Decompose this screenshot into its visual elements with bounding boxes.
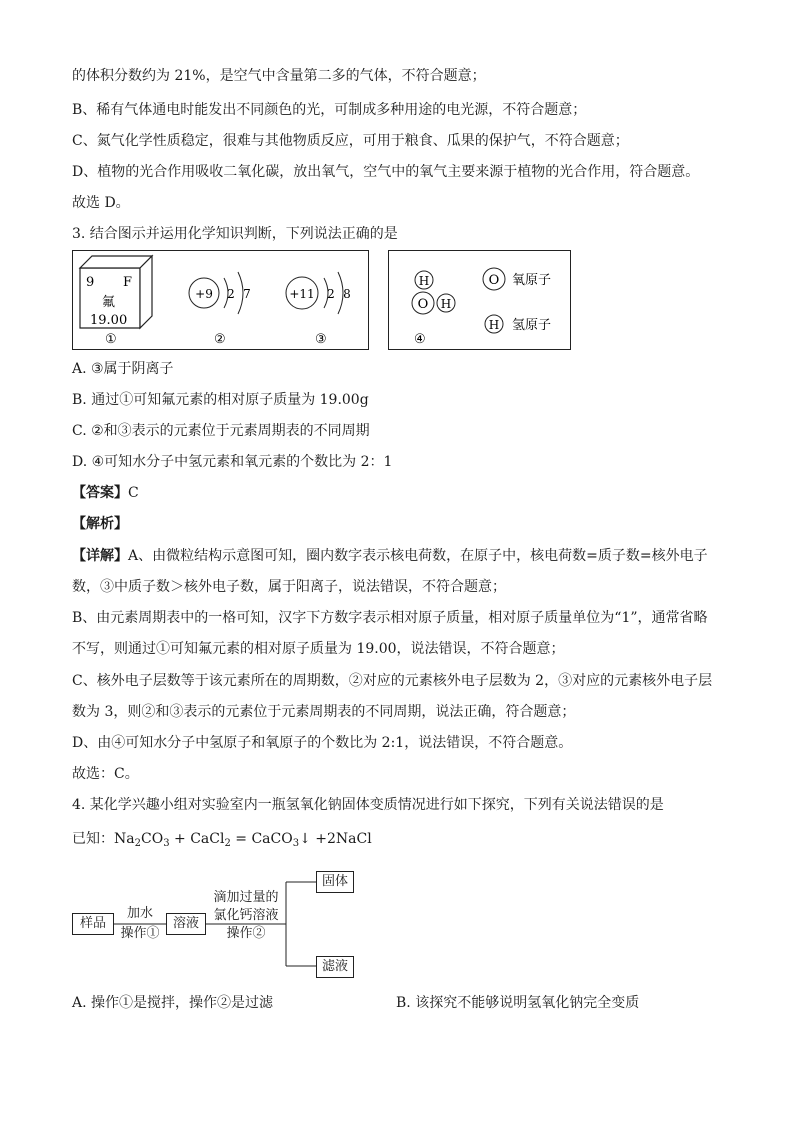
water-molecule	[412, 271, 455, 314]
question-4-stem: 4. 某化学兴趣小组对实验室内一瓶氢氧化钠固体变质情况进行如下探究，下列有关说法错误的是	[72, 797, 664, 813]
flow-diagram	[72, 868, 372, 980]
legend-o-text: 氧原子	[512, 273, 552, 288]
detail-line: B、由元素周期表中的一格可知，汉字下方数字表示相对原子质量，相对原子质量单位为“1”，通常省略	[72, 610, 708, 626]
option-d: D. ④可知水分子中氢元素和氧元素的个数比为 2：1	[72, 454, 393, 470]
text-line: B、稀有气体通电时能发出不同颜色的光，可制成多种用途的电光源，不符合题意；	[72, 102, 587, 118]
legend-o-symbol: O	[488, 273, 500, 288]
element-number: 9	[86, 275, 95, 290]
label-4: ④	[414, 332, 426, 347]
detail-line: 数，③中质子数＞核外电子数，属于阳离子，说法错误，不符合题意；	[72, 579, 506, 595]
flow-label-op2: 操作②	[226, 926, 266, 941]
option-b: B. 通过①可知氟元素的相对原子质量为 19.00g	[72, 392, 369, 408]
answer-row	[72, 483, 139, 503]
text-line: D、植物的光合作用吸收二氧化碳，放出氧气，空气中的氧气主要来源于植物的光合作用，符合题意。	[72, 164, 700, 180]
label-3: ③	[315, 332, 327, 347]
flow-box-filtrate: 滤液	[316, 956, 354, 978]
detail-line: C、核外电子层数等于该元素所在的周期数，②对应的元素核外电子层数为 2，③对应的元素核外电子层	[72, 673, 713, 689]
analysis-label: 【解析】	[72, 516, 128, 532]
answer-value: C	[128, 485, 139, 501]
legend-h-text: 氢原子	[512, 318, 552, 333]
text-line: 故选 D。	[72, 195, 130, 211]
detail-line: 不写，则通过①可知氟元素的相对原子质量为 19.00，说法错误，不符合题意；	[72, 641, 565, 657]
option-a: A. ③属于阴离子	[72, 361, 174, 377]
ion1-nucleus: +9	[195, 287, 213, 301]
label-1: ①	[105, 332, 117, 347]
detail-line: D、由④可知水分子中氢原子和氧原子的个数比为 2:1，说法错误，不符合题意。	[72, 735, 573, 751]
h-atom-top: H	[418, 274, 430, 288]
known-prefix: 已知：	[72, 831, 114, 847]
q4-option-b: B. 该探究不能够说明氢氧化钠完全变质	[396, 995, 640, 1011]
flow-box-solid: 固体	[316, 871, 354, 893]
flow-label-reagent-2: 氯化钙溶液	[213, 908, 279, 923]
equation: $Na_2CO_3$ + CaCl$_2$ = CaCO$_3$↓ +2NaCl	[114, 831, 372, 849]
ion2-shell-1: 2	[327, 287, 335, 301]
detail-text: A、由微粒结构示意图可知，圈内数字表示核电荷数，在原子中，核电荷数=质子数=核外电子	[128, 548, 708, 564]
question-3-stem: 3. 结合图示并运用化学知识判断，下列说法正确的是	[72, 226, 398, 242]
flow-label-add-water: 加水	[126, 906, 153, 921]
element-name: 氟	[102, 295, 116, 310]
h-atom-right: H	[440, 297, 452, 311]
figure-3-panel-left	[72, 250, 370, 350]
ion-diagram-2	[286, 272, 351, 314]
ion1-shell-1: 2	[227, 287, 235, 301]
q4-option-a: A. 操作①是搅拌，操作②是过滤	[72, 995, 274, 1011]
flow-box-sample: 样品	[72, 913, 114, 935]
figure-3-panel-right	[388, 250, 572, 350]
label-2: ②	[214, 332, 226, 347]
detail-line-1	[72, 546, 708, 566]
detail-label: 【详解】	[72, 548, 128, 564]
element-mass: 19.00	[90, 313, 128, 328]
flow-label-op1: 操作①	[120, 926, 160, 941]
ion2-shell-2: 8	[343, 287, 351, 301]
ion-diagram-1	[189, 272, 251, 314]
legend	[483, 268, 551, 333]
detail-line: 数为 3，则②和③表示的元素位于元素周期表的不同周期，说法正确，符合题意；	[72, 704, 576, 720]
o-atom: O	[417, 297, 429, 312]
ion2-nucleus: +11	[289, 287, 315, 301]
flow-box-solution: 溶液	[166, 913, 206, 935]
answer-label: 【答案】	[72, 485, 128, 501]
element-symbol: F	[123, 275, 133, 290]
detail-line: 故选：C。	[72, 766, 139, 782]
ion1-shell-2: 7	[243, 287, 251, 301]
flow-label-reagent-1: 滴加过量的	[213, 890, 279, 905]
element-cell-cube	[80, 256, 152, 328]
known-equation	[72, 829, 372, 854]
text-line: 的体积分数约为 21%，是空气中含量第二多的气体，不符合题意；	[72, 68, 486, 84]
option-c: C. ②和③表示的元素位于元素周期表的不同周期	[72, 423, 370, 439]
text-line: C、氮气化学性质稳定，很难与其他物质反应，可用于粮食、瓜果的保护气，不符合题意；	[72, 133, 629, 149]
legend-h-symbol: H	[488, 318, 500, 332]
